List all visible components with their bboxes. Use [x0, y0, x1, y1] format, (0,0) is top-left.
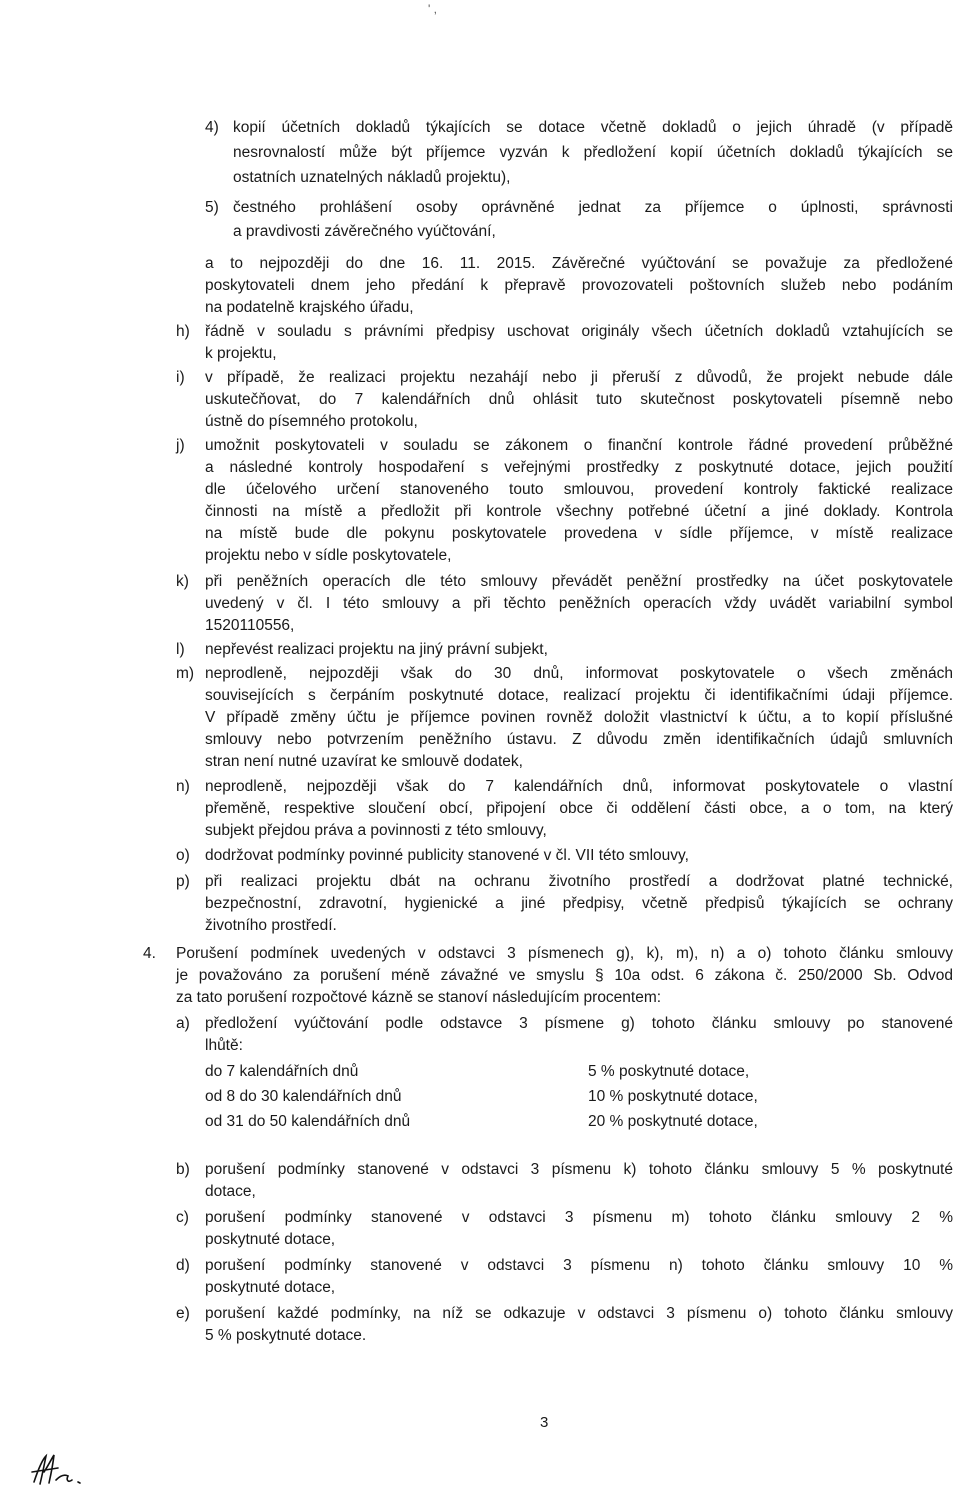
signature-initials	[28, 1452, 98, 1488]
text-line: neprodleně, nejpozději však do 30 dnů, informovat poskytovatele o všech změnách	[205, 665, 953, 682]
text-line: Porušení podmínek uvedených v odstavci 3 písmenech g), k), m), n) a o) tohoto článku smlouvy	[176, 945, 953, 962]
text-line: projektu nebo v sídle poskytovatele,	[205, 547, 452, 564]
text-line: ostatních uznatelných nákladů projektu),	[233, 169, 511, 186]
text-line: uskutečňovat, do 7 kalendářních dnů ohlásit tuto skutečnost poskytovateli písemně nebo	[205, 391, 953, 408]
item-label: 5)	[205, 199, 219, 216]
item-label: d)	[176, 1257, 190, 1274]
text-line: je považováno za porušení méně závažné ve smyslu § 10a odst. 6 zákona č. 250/2000 Sb. Odvod	[176, 967, 953, 984]
penalty-period: od 31 do 50 kalendářních dnů	[205, 1113, 411, 1130]
text-line: porušení podmínky stanovené v odstavci 3 písmenu k) tohoto článku smlouvy 5 % poskytnuté	[205, 1161, 953, 1178]
item-label: 4.	[143, 945, 156, 962]
text-line: činnosti na místě a předložit při kontrole všechny potřebné účetní a jiné doklady. Kontrola	[205, 503, 953, 520]
corner-mark: ' ,	[428, 2, 437, 16]
text-line: přeměně, respektive sloučení obcí, připojení obce či oddělení části obce, a o tom, na který	[205, 800, 953, 817]
text-line: předložení vyúčtování podle odstavce 3 písmene g) tohoto článku smlouvy po stanovené	[205, 1015, 953, 1032]
penalty-period: od 8 do 30 kalendářních dnů	[205, 1088, 402, 1105]
text-line: k projektu,	[205, 345, 277, 362]
text-line: poskytnuté dotace,	[205, 1279, 336, 1296]
item-label: k)	[176, 573, 189, 590]
item-label: n)	[176, 778, 190, 795]
text-line: poskytnuté dotace,	[205, 1231, 336, 1248]
text-line: při peněžních operacích dle této smlouvy převádět peněžní prostředky na účet poskytovatele	[205, 573, 953, 590]
text-line: subjekt přejdou práva a povinnosti z této smlouvy,	[205, 822, 547, 839]
item-label: a)	[176, 1015, 190, 1032]
text-line: ústně do písemného protokolu,	[205, 413, 418, 430]
text-line: a následné kontroly hospodaření s veřejnými prostředky z poskytnuté dotace, jejich použití	[205, 459, 953, 476]
text-line: čestného prohlášení osoby oprávněné jednat za příjemce o úplnosti, správnosti	[233, 199, 953, 216]
text-line: řádně v souladu s právními předpisy uschovat originály všech účetních dokladů vztahujících se	[205, 323, 953, 340]
text-line: v případě, že realizaci projektu nezahájí nebo ji přeruší z důvodů, že projekt nebude dále	[205, 369, 953, 386]
text-line: souvisejících s čerpáním poskytnuté dotace, realizací projektu či identifikačními údaji příjemce.	[205, 687, 953, 704]
item-label: p)	[176, 873, 190, 890]
text-line: lhůtě:	[205, 1037, 243, 1054]
text-line: 1520110556,	[205, 617, 295, 634]
text-line: životního prostředí.	[205, 917, 337, 934]
text-line: a to nejpozději do dne 16. 11. 2015. Závěrečné vyúčtování se považuje za předložené	[205, 255, 953, 272]
penalty-rate: 10 % poskytnuté dotace,	[588, 1088, 758, 1105]
text-line: bezpečnostní, zdravotní, hygienické a jiné předpisy, včetně předpisů týkajících se ochrany	[205, 895, 953, 912]
text-line: poskytovateli dnem jeho předání k přepravě provozovateli poštovních služeb nebo podáním	[205, 277, 953, 294]
text-line: umožnit poskytovateli v souladu se zákonem o finanční kontrole řádné provedení průběžné	[205, 437, 953, 454]
page-number: 3	[540, 1414, 549, 1431]
text-line: 5 % poskytnuté dotace.	[205, 1327, 367, 1344]
item-label: h)	[176, 323, 190, 340]
text-line: za tato porušení rozpočtové kázně se stanoví následujícím procentem:	[176, 989, 662, 1006]
text-line: a pravdivosti závěrečného vyúčtování,	[233, 223, 496, 240]
penalty-period: do 7 kalendářních dnů	[205, 1063, 359, 1080]
item-label: b)	[176, 1161, 190, 1178]
item-label: l)	[176, 641, 185, 658]
penalty-rate: 5 % poskytnuté dotace,	[588, 1063, 750, 1080]
penalty-rate: 20 % poskytnuté dotace,	[588, 1113, 758, 1130]
text-line: dle účelového určení stanoveného touto smlouvou, provedení kontroly faktické realizace	[205, 481, 953, 498]
text-line: na podatelně krajského úřadu,	[205, 299, 414, 316]
text-line: porušení podmínky stanovené v odstavci 3 písmenu m) tohoto článku smlouvy 2 %	[205, 1209, 953, 1226]
item-label: c)	[176, 1209, 189, 1226]
item-label: 4)	[205, 119, 219, 136]
item-label: m)	[176, 665, 195, 682]
item-label: i)	[176, 369, 185, 386]
text-line: dotace,	[205, 1183, 256, 1200]
text-line: kopií účetních dokladů týkajících se dotace včetně dokladů o jejich úhradě (v případě	[233, 119, 953, 136]
text-line: při realizaci projektu dbát na ochranu životního prostředí a dodržovat platné technické,	[205, 873, 953, 890]
text-line: na místě bude dle pokynu poskytovatele provedena v sídle příjemce, v místě realizace	[205, 525, 953, 542]
text-line: uvedený v čl. I této smlouvy a při těchto peněžních operacích vždy uvádět variabilní symbol	[205, 595, 953, 612]
text-line: porušení každé podmínky, na níž se odkazuje v odstavci 3 písmenu o) tohoto článku smlouvy	[205, 1305, 953, 1322]
item-label: j)	[176, 437, 185, 454]
text-line: dodržovat podmínky povinné publicity stanovené v čl. VII této smlouvy,	[205, 847, 689, 864]
text-line: porušení podmínky stanovené v odstavci 3 písmenu n) tohoto článku smlouvy 10 %	[205, 1257, 953, 1274]
text-line: nesrovnalostí může být příjemce vyzván k předložení kopií účetních dokladů týkajících se	[233, 144, 953, 161]
text-line: smlouvy nebo potvrzením peněžního ústavu. Z důvodu změn identifikačních údajů smluvních	[205, 731, 953, 748]
text-line: neprodleně, nejpozději však do 7 kalendářních dnů, informovat poskytovatele o vlastní	[205, 778, 953, 795]
text-line: stran není nutné uzavírat ke smlouvě dodatek,	[205, 753, 523, 770]
text-line: nepřevést realizaci projektu na jiný právní subjekt,	[205, 641, 548, 658]
item-label: e)	[176, 1305, 190, 1322]
item-label: o)	[176, 847, 190, 864]
text-line: V případě změny účtu je příjemce povinen rovněž doložit vlastnictví k účtu, a to kopií příslušné	[205, 709, 953, 726]
